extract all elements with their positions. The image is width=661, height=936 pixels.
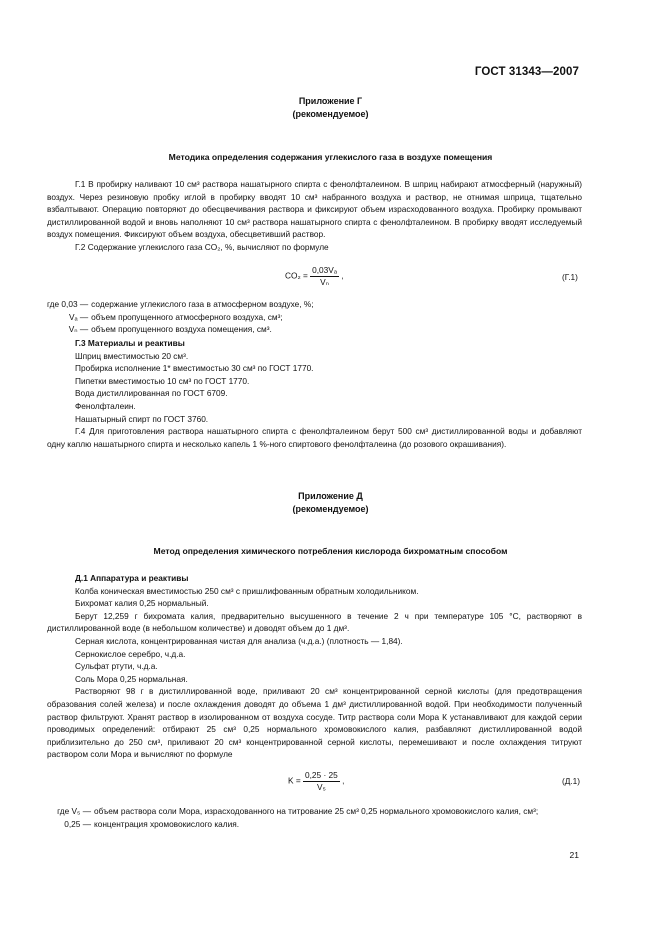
d-item: Колба коническая вместимостью 250 см³ с пришлифованным обратным холодильником. [75,585,419,596]
d-item: Соль Мора 0,25 нормальная. [75,673,188,684]
where-symbol: 0,25 — [64,818,91,829]
equation-number-d1: (Д.1) [562,776,581,786]
formula-d1-denominator: V₅ [316,782,326,792]
where-text: концентрация хромовокислого калия. [94,818,240,829]
appendix-g-status: (рекомендуемое) [292,109,369,119]
equation-number-g1: (Г.1) [562,272,578,282]
page-number: 21 [569,850,579,860]
where-symbol: где V₅ — [57,806,91,816]
formula-d1-tail: , [342,775,345,786]
formula-d1-fraction [303,770,340,793]
paragraph-bichromate: Берут 12,259 г бихромата калия, предварительно высушенного в течение 2 ч при температуре 105 °С, растворяют в дистиллированной воде (в небольшом количестве) и доводят объем до 1 дм³. [47,610,582,634]
materials-heading: Г.3 Материалы и реактивы [75,338,185,348]
d-item: Бихромат калия 0,25 нормальный. [75,598,209,609]
where-row [47,818,582,831]
where-table-g [47,298,314,336]
materials-g [47,337,582,450]
d1-heading: Д.1 Аппаратура и реактивы [75,573,189,583]
where-table-d [47,805,582,830]
where-symbol: Vₙ — [68,324,89,335]
where-list-g [47,298,582,336]
paragraph-dissolve: Растворяют 98 г в дистиллированной воде, приливают 20 см³ концентрированной серной кислоты (для предотвращения образования солей железа) и после охлаждения доводят до объема 1 дм³ дистиллированной водой. При необходимости полученный раствор фильтруют. Хранят раствор в изолированном от воздуха сосуде. Титр раствора соли Мора К устанавливают для каждой серии проводимых определений: отбирают 25 см³ 0,25 нормального хромовокислого калия, разбавляют дистиллированной водой приблизительно до 250 см³, приливают 20 см³ концентрированной серной кислоты, перемешивают и после охлаждения титруют раствором соли Мора и вычисляют по формуле [47,686,582,760]
appendix-g-title: Приложение Г [298,96,363,106]
where-text: объем пропущенного воздуха помещения, см³. [91,324,272,335]
where-row [47,805,582,818]
where-text: содержание углекислого газа в атмосферном воздухе, %; [91,299,314,309]
appendix-d-title: Приложение Д [298,491,363,501]
materials-item: Пробирка исполнение 1* вместимостью 30 см³ по ГОСТ 1770. [75,363,314,374]
materials-item: Пипетки вместимостью 10 см³ по ГОСТ 1770. [75,375,250,386]
d-item: Сернокислое серебро, ч.д.а. [75,648,186,659]
paragraph-g1: Г.1 В пробирку наливают 10 см³ раствора нашатырного спирта с фенолфталеином. В шприц набирают атмосферный (наружный) воздух. Через резиновую пробку иглой в пробирку вводят 10 см³ набранного воздуха и раствор, не отнимая шприца, тщательно взбалтывают. Операцию повторяют до обесцвечивания раствора и фиксируют объем израсходованного воздуха. Пробирку промывают дистиллированной водой и вновь наполняют 10 см³ раствора нашатырного спирта с фенолфталеином. В пробирку вводят исследуемый воздух помещения. Фиксируют объем воздуха, обесцветивший раствор. [47,179,582,240]
materials-item: Фенолфталеин. [75,400,136,411]
appendix-d-status: (рекомендуемое) [292,504,369,514]
formula-g1-numerator: 0,03Vₐ [312,265,337,275]
formula-d1-numerator: 0,25 · 25 [305,770,338,780]
where-row [47,323,314,336]
formula-d1 [288,770,344,793]
paragraph-g4: Г.4 Для приготовления раствора нашатырного спирта с фенолфталеином берут 500 см³ дистиллированной воды и добавляют одну каплю нашатырного спирта и несколько капель 1 %-ного спиртового фенолфталеина (до розового окрашивания). [47,426,582,449]
appendix-g-p1 [47,178,582,254]
materials-item: Вода дистиллированная по ГОСТ 6709. [75,388,228,399]
formula-g1 [285,265,344,288]
formula-g1-denominator: Vₙ [320,277,329,287]
where-row [47,298,314,311]
where-symbol: Vₐ — [68,311,89,322]
d-item: Серная кислота, концентрированная чистая для анализа (ч.д.а.) (плотность — 1,84). [75,635,403,646]
where-list-d [47,805,582,830]
where-symbol: где 0,03 — [47,299,89,309]
appendix-d-heading: Метод определения химического потребления кислорода бихроматным способом [153,546,508,556]
where-text: объем раствора соли Мора, израсходованного на титрование 25 см³ 0,25 нормального хромовокислого калия, см³; [94,806,539,816]
materials-item: Шприц вместимостью 20 см³. [75,350,189,361]
where-row [47,311,314,324]
formula-g1-fraction [310,265,339,288]
formula-g1-lhs: CO₂ = [285,270,308,281]
formula-g1-tail: , [341,270,344,281]
d-item: Сульфат ртути, ч.д.а. [75,661,158,672]
where-text: объем пропущенного атмосферного воздуха, см³; [91,311,283,322]
paragraph-g2: Г.2 Содержание углекислого газа CO₂, %, вычисляют по формуле [75,241,329,252]
standard-number: ГОСТ 31343—2007 [474,66,579,78]
appendix-d-body [47,572,582,761]
materials-item: Нашатырный спирт по ГОСТ 3760. [75,413,209,424]
appendix-g-heading: Методика определения содержания углекислого газа в воздухе помещения [168,152,493,162]
formula-d1-lhs: K = [288,775,301,786]
